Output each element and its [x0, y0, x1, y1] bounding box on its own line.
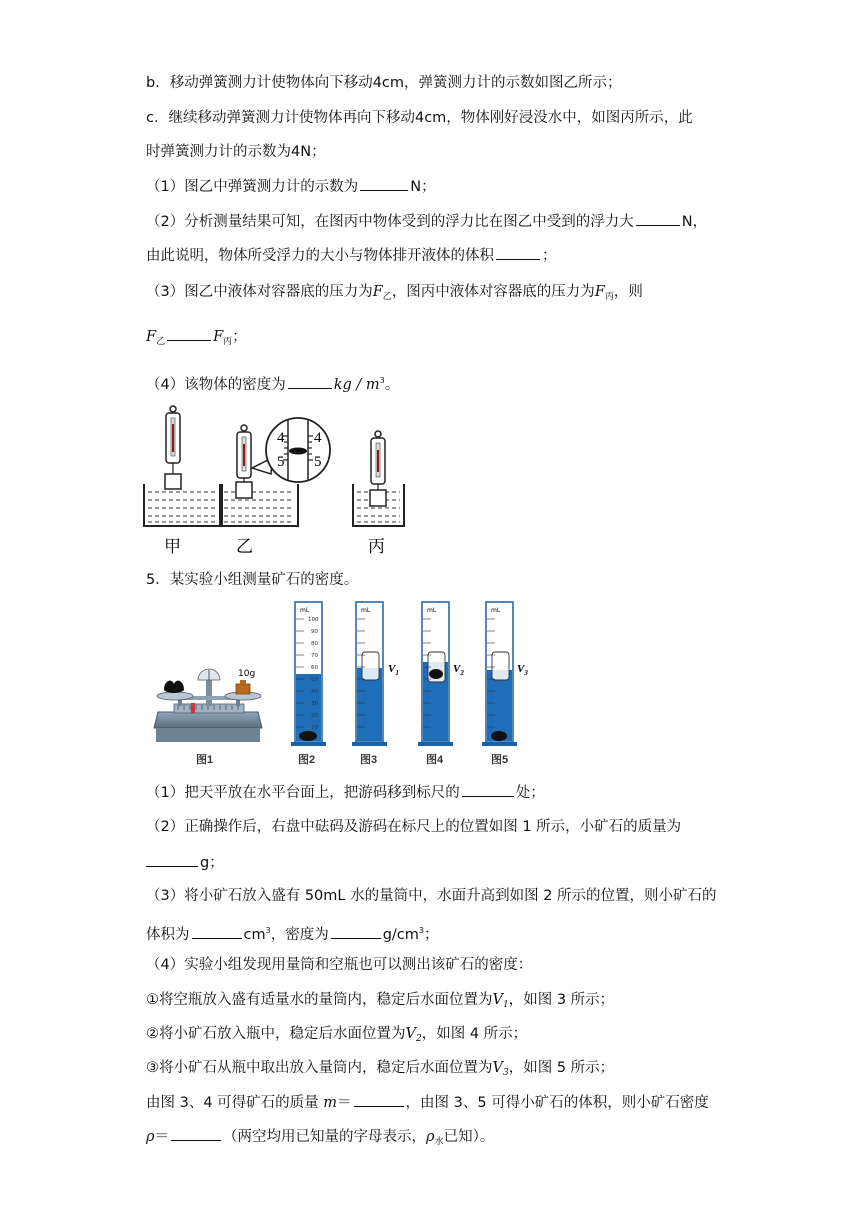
v2-label: $V_2$	[453, 663, 464, 677]
p5-title	[146, 570, 358, 590]
p4-q3-mid: ，图丙中液体对容器底的压力为	[391, 284, 595, 300]
volume-subscript: 2	[415, 1034, 422, 1044]
answer-blank[interactable]	[354, 1092, 404, 1107]
p4-q1-text: （1）图乙中弹簧测力计的示数为	[146, 179, 359, 195]
label-bing: 丙	[368, 537, 385, 557]
p4-q1-unit: N；	[410, 179, 436, 195]
p5-q2-unit: g；	[200, 855, 224, 871]
p4-q2-unit: N，	[681, 214, 708, 230]
answer-blank[interactable]	[462, 782, 514, 797]
final-text-2: ，由图 3、5 可得小矿石的体积，则小矿石密度	[405, 1095, 709, 1111]
zoom-tick-5: 5	[314, 454, 322, 470]
v3-label: $V_3$	[517, 663, 528, 677]
p5-step-2	[146, 1024, 527, 1049]
force-symbol: F	[146, 329, 157, 345]
p5-final-line2	[146, 1126, 494, 1152]
zoom-bubble	[252, 418, 330, 482]
p4-q2-end: ；	[542, 248, 557, 264]
final-text: 由图 3、4 可得矿石的质量	[146, 1095, 324, 1111]
caption-fig2: 图2	[298, 754, 316, 766]
step1-text: ①将空瓶放入盛有适量水的量筒内，稳定后水面位置为	[146, 992, 493, 1008]
force-subscript: 丙	[223, 337, 233, 347]
answer-blank[interactable]	[288, 374, 332, 389]
scale-label: 80	[311, 641, 318, 647]
p4-question-2-line1	[146, 211, 707, 232]
force-symbol: F	[594, 284, 605, 300]
step-c-text-2: 时弹簧测力计的示数为4N；	[146, 144, 326, 160]
scale-label: 50	[311, 677, 318, 683]
step-c-line1	[146, 108, 693, 128]
step2-text: ②将小矿石放入瓶中，稳定后水面位置为	[146, 1026, 406, 1042]
p5-q1-end: 处；	[515, 785, 545, 801]
ore-stone	[299, 731, 317, 741]
spring-scale-figure	[140, 402, 430, 560]
answer-blank[interactable]	[636, 211, 680, 226]
step1-end: ，如图 3 所示；	[508, 992, 615, 1008]
spring-scale-yi	[236, 425, 252, 498]
scale-label: 10	[311, 725, 318, 731]
cylinder-unit: mL	[491, 607, 501, 614]
spring-scale-bing	[370, 431, 386, 506]
empty-bottle	[362, 652, 379, 680]
cylinder-fig3	[352, 602, 399, 746]
balance-scale	[154, 669, 262, 742]
p5-question-2-line2	[146, 852, 224, 873]
rho-subscript: 水	[434, 1137, 444, 1147]
step-c-line2	[146, 142, 326, 162]
p5-question-4-intro	[146, 955, 532, 975]
weight-label: 10g	[238, 669, 256, 679]
caption-fig1: 图1	[196, 754, 214, 766]
step-b	[146, 73, 622, 93]
scale-label: 20	[311, 713, 318, 719]
cylinder-unit: mL	[361, 607, 371, 614]
scale-label: 100	[308, 617, 319, 623]
final-end: 已知）。	[443, 1129, 495, 1145]
p4-q2-text: （2）分析测量结果可知，在图丙中物体受到的浮力比在图乙中受到的浮力大	[146, 214, 634, 230]
zoom-tick-4: 4	[277, 430, 285, 446]
p4-question-3-line2	[146, 326, 247, 352]
ore-stone	[491, 731, 507, 741]
cylinder-unit: mL	[427, 607, 437, 614]
rho-symbol: ρ	[426, 1129, 435, 1145]
empty-bottle	[492, 652, 509, 680]
p5-step-1	[146, 990, 614, 1015]
force-symbol: F	[213, 329, 224, 345]
caption-fig3: 图3	[360, 754, 378, 766]
equals-sign: ＝	[154, 1129, 170, 1145]
ore-stone	[164, 681, 184, 693]
step-c-text-1: c．继续移动弹簧测力计使物体再向下移动4cm，物体刚好浸没水中，如图丙所示，此	[146, 110, 693, 126]
density-unit: g/cm	[382, 927, 419, 943]
answer-blank[interactable]	[331, 924, 381, 939]
p5-q3-text: （3）将小矿石放入盛有 50mL 水的量筒中，水面升高到如图 2 所示的位置，则小矿石的	[146, 888, 717, 904]
v1-label: $V_1$	[388, 663, 399, 677]
p4-q3-text: （3）图乙中液体对容器底的压力为	[146, 284, 373, 300]
weight-10g	[236, 684, 250, 694]
label-jia: 甲	[164, 537, 181, 557]
p4-question-1	[146, 176, 436, 197]
p4-q3-end-2: ；	[232, 329, 247, 345]
beaker-jia	[144, 484, 222, 526]
cylinder-fig2	[291, 602, 326, 746]
answer-blank[interactable]	[146, 852, 198, 867]
equals-sign: ＝	[337, 1095, 352, 1111]
cylinder-fig5	[482, 602, 528, 746]
p4-q3-end: ，则	[613, 284, 643, 300]
p5-q3-volume-text: 体积为	[146, 927, 190, 943]
answer-blank[interactable]	[496, 245, 540, 260]
label-yi: 乙	[236, 537, 253, 557]
final-note: （两空均用已知量的字母表示，	[223, 1129, 427, 1145]
p5-q2-text: （2）正确操作后，右盘中砝码及游码在标尺上的位置如图 1 所示，小矿石的质量为	[146, 819, 682, 835]
p5-title-text: 5．某实验小组测量矿石的密度。	[146, 572, 359, 588]
cylinder-fig4	[418, 602, 464, 746]
unit-superscript: 3	[379, 376, 385, 385]
p5-q4-text: （4）实验小组发现用量筒和空瓶也可以测出该矿石的密度：	[146, 957, 533, 973]
zoom-tick-4: 4	[314, 430, 322, 446]
force-subscript: 乙	[382, 292, 392, 302]
p4-question-3-line1	[146, 282, 643, 307]
p5-question-1	[146, 782, 545, 803]
volume-symbol: V	[492, 992, 503, 1008]
answer-blank[interactable]	[167, 326, 211, 341]
step3-end: ，如图 5 所示；	[508, 1060, 615, 1076]
p5-final-line1	[146, 1092, 709, 1113]
answer-blank[interactable]	[360, 176, 408, 191]
p5-step-3	[146, 1058, 614, 1083]
caption-fig5: 图5	[491, 754, 509, 766]
volume-unit: cm	[243, 927, 266, 943]
unit-superscript: 3	[265, 926, 271, 935]
force-subscript: 丙	[604, 292, 614, 302]
ore-stone	[429, 669, 443, 679]
volume-subscript: 3	[502, 1068, 509, 1078]
zoom-tick-5: 5	[277, 454, 285, 470]
step2-end: ，如图 4 所示；	[421, 1026, 528, 1042]
p5-question-3-line1	[146, 886, 717, 906]
force-symbol: F	[372, 284, 383, 300]
scale-label: 40	[311, 689, 318, 695]
p4-question-2-line2	[146, 245, 557, 266]
volume-subscript: 1	[502, 1000, 509, 1010]
cylinder-unit: mL	[300, 607, 310, 614]
beaker-yi	[220, 484, 298, 526]
p4-q2-text-2: 由此说明，物体所受浮力的大小与物体排开液体的体积	[146, 248, 494, 264]
caption-fig4: 图4	[426, 754, 444, 766]
step3-text: ③将小矿石从瓶中取出放入量筒内，稳定后水面位置为	[146, 1060, 493, 1076]
rho-symbol: ρ	[146, 1129, 155, 1145]
answer-blank[interactable]	[171, 1126, 221, 1141]
p4-question-4	[146, 371, 399, 395]
volume-symbol: V	[405, 1026, 416, 1042]
p4-q4-end: 。	[384, 377, 400, 393]
spring-scale-jia	[165, 406, 181, 489]
mass-symbol: m	[323, 1095, 338, 1111]
unit-superscript: 3	[418, 926, 424, 935]
p5-question-3-line2	[146, 921, 438, 945]
scale-label: 70	[311, 653, 318, 659]
density-experiment-figure	[150, 600, 550, 770]
p5-q3-density-text: ，密度为	[270, 927, 329, 943]
p5-question-2-line1	[146, 817, 681, 837]
answer-blank[interactable]	[192, 924, 242, 939]
p4-q4-text: （4）该物体的密度为	[146, 377, 286, 393]
scale-label: 90	[311, 629, 318, 635]
scale-label: 30	[311, 701, 318, 707]
p5-q3-end: ；	[423, 927, 439, 943]
scale-label: 60	[311, 665, 318, 671]
density-unit: kg / m	[333, 377, 380, 393]
volume-symbol: V	[492, 1060, 503, 1076]
force-subscript: 乙	[156, 337, 166, 347]
step-b-text: b．移动弹簧测力计使物体向下移动4cm，弹簧测力计的示数如图乙所示；	[146, 75, 622, 91]
p5-q1-text: （1）把天平放在水平台面上，把游码移到标尺的	[146, 785, 460, 801]
